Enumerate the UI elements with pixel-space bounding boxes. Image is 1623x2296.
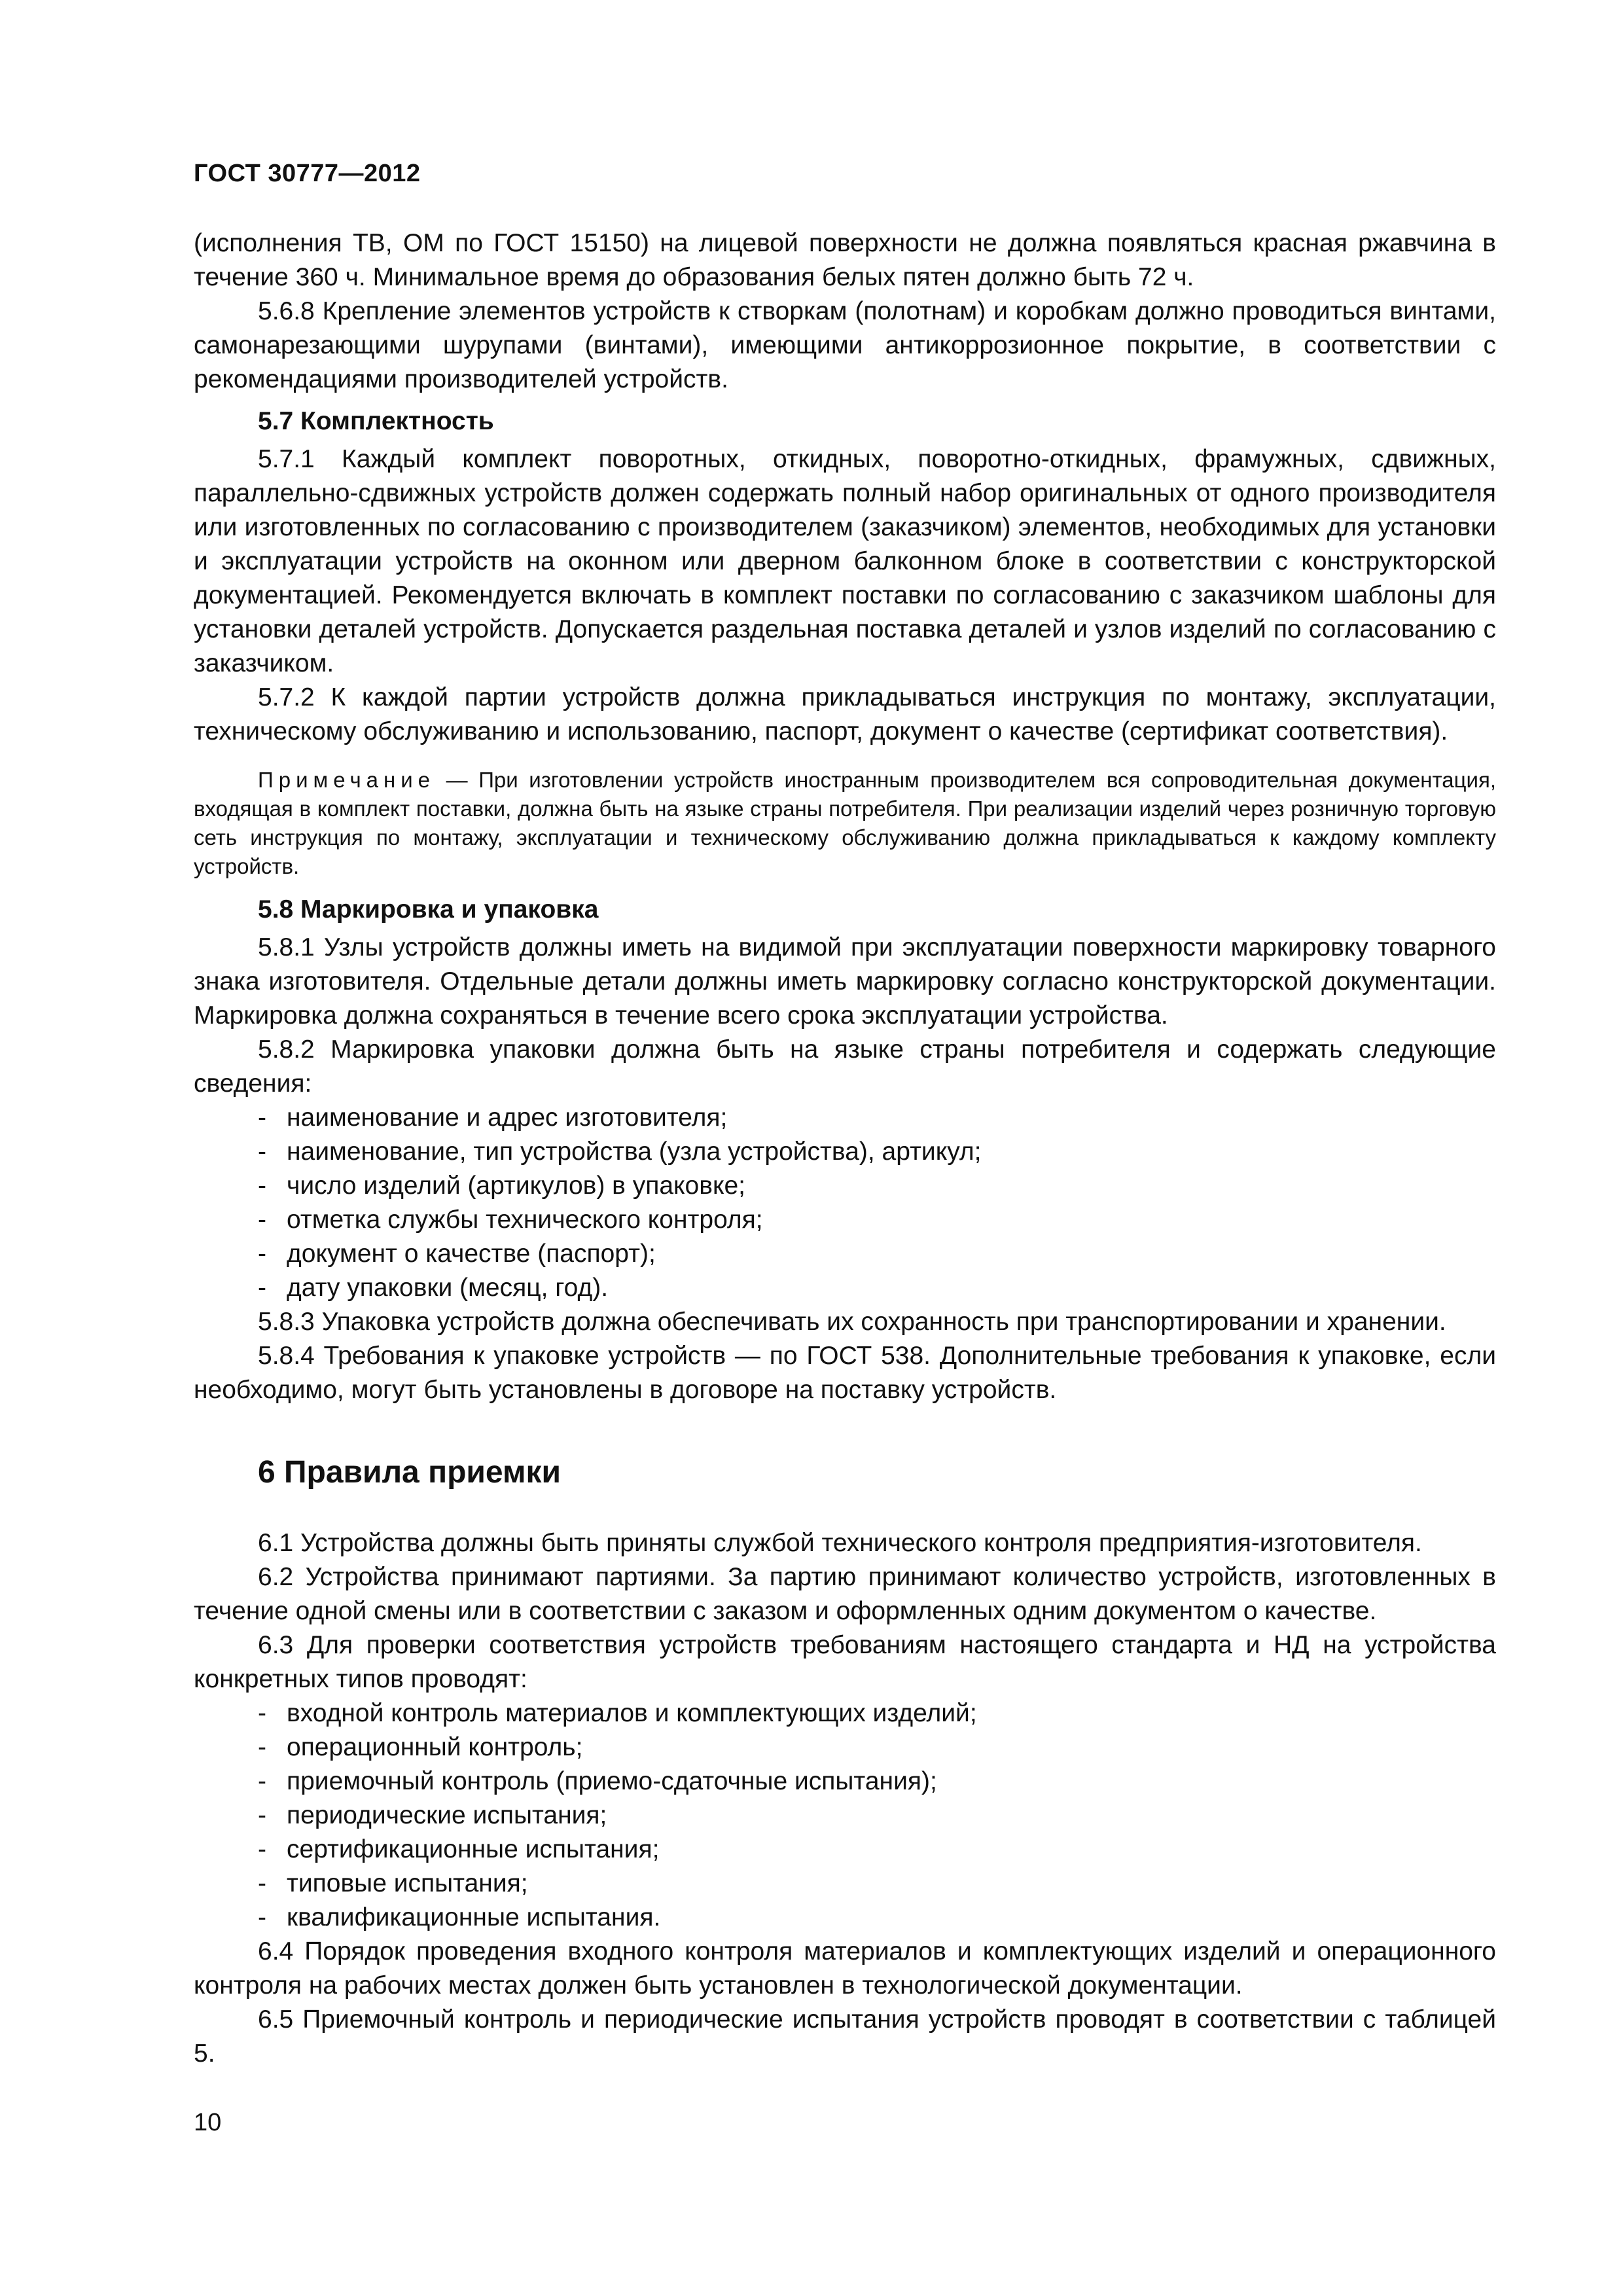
section-heading-5-7: 5.7 Комплектность (258, 407, 494, 435)
document-header: ГОСТ 30777—2012 (194, 160, 421, 187)
list-item-text: отметка службы технического контроля; (287, 1206, 763, 1234)
list-item (194, 1203, 1496, 1237)
list-item-text: документ о качестве (паспорт); (287, 1240, 656, 1268)
paragraph-5-7-2: 5.7.2 К каждой партии устройств должна прикладываться инструкция по монтажу, эксплуатации, техническому обслуживанию и использованию, паспорт, документ о качестве (сертификат соответствия). (194, 683, 1496, 745)
document-body (194, 226, 1496, 2071)
list-dash: - (258, 1835, 266, 1863)
paragraph-5-7-1: 5.7.1 Каждый комплект поворотных, откидных, поворотно-откидных, фрамужных, сдвижных, параллельно-сдвижных устройств должен содержать полный набор оригинальных от одного производителя или изготовленных по согласованию с производителем (заказчиком) элементов, необходимых для установки и эксплуатации устройств на оконном или дверном балконном блоке в соответствии с конструкторской документацией. Рекомендуется включать в комплект поставки по согласованию с заказчиком шаблоны для установки деталей устройств. Допускается раздельная поставка деталей и узлов изделий по согласованию с заказчиком. (194, 445, 1496, 677)
list-item-text: приемочный контроль (приемо-сдаточные испытания); (287, 1767, 937, 1795)
list-item (194, 1901, 1496, 1935)
list-dash: - (258, 1274, 266, 1302)
paragraph-6-3: 6.3 Для проверки соответствия устройств требованиям настоящего стандарта и НД на устройства конкретных типов проводят: (194, 1631, 1496, 1693)
paragraph-6-4: 6.4 Порядок проведения входного контроля материалов и комплектующих изделий и операционного контроля на рабочих местах должен быть установлен в технологической документации. (194, 1937, 1496, 2000)
list-dash: - (258, 1138, 266, 1166)
list-dash: - (258, 1903, 266, 1931)
list-item-text: сертификационные испытания; (287, 1835, 660, 1863)
list-item-text: наименование и адрес изготовителя; (287, 1103, 728, 1132)
list-item (194, 1867, 1496, 1901)
list-item-text: дату упаковки (месяц, год). (287, 1274, 609, 1302)
list-item-text: входной контроль материалов и комплектующих изделий; (287, 1699, 977, 1727)
paragraph-continuation: (исполнения ТВ, ОМ по ГОСТ 15150) на лицевой поверхности не должна появляться красная ржавчина в течение 360 ч. Минимальное время до образования белых пятен должно быть 72 ч. (194, 229, 1496, 291)
list-dash: - (258, 1869, 266, 1897)
list-dash: - (258, 1172, 266, 1200)
paragraph-6-2: 6.2 Устройства принимают партиями. За партию принимают количество устройств, изготовленных в течение одной смены или в соответствии с заказом и оформленных одним документом о качестве. (194, 1563, 1496, 1625)
list-item (194, 1135, 1496, 1169)
paragraph-5-6-8: 5.6.8 Крепление элементов устройств к створкам (полотнам) и коробкам должно проводиться винтами, самонарезающими шурупами (винтами), имеющими антикоррозионное покрытие, в соответствии с рекомендациями производителей устройств. (194, 297, 1496, 393)
list-item-text: периодические испытания; (287, 1801, 607, 1829)
list-item-text: число изделий (артикулов) в упаковке; (287, 1172, 745, 1200)
list-item (194, 1101, 1496, 1135)
list-item-text: операционный контроль; (287, 1733, 583, 1761)
list-dash: - (258, 1767, 266, 1795)
paragraph-5-8-2: 5.8.2 Маркировка упаковки должна быть на языке страны потребителя и содержать следующие сведения: (194, 1035, 1496, 1098)
list-item-text: типовые испытания; (287, 1869, 528, 1897)
list-dash: - (258, 1240, 266, 1268)
paragraph-5-8-1: 5.8.1 Узлы устройств должны иметь на видимой при эксплуатации поверхности маркировку товарного знака изготовителя. Отдельные детали должны иметь маркировку согласно конструкторской документации. Маркировка должна сохраняться в течение всего срока эксплуатации устройства. (194, 933, 1496, 1030)
list-item-text: квалификационные испытания. (287, 1903, 661, 1931)
list-item (194, 1731, 1496, 1765)
list-item (194, 1765, 1496, 1799)
list-item (194, 1237, 1496, 1271)
list-dash: - (258, 1801, 266, 1829)
paragraph-5-8-3: 5.8.3 Упаковка устройств должна обеспечивать их сохранность при транспортировании и хранении. (258, 1308, 1446, 1336)
list-item-text: наименование, тип устройства (узла устройства), артикул; (287, 1138, 982, 1166)
section-heading-5-8: 5.8 Маркировка и упаковка (258, 895, 599, 924)
paragraph-6-5: 6.5 Приемочный контроль и периодические испытания устройств проводят в соответствии с таблицей 5. (194, 2005, 1496, 2068)
list-item (194, 1696, 1496, 1731)
list-item (194, 1271, 1496, 1305)
chapter-heading-6: 6 Правила приемки (258, 1455, 562, 1490)
marking-list (194, 1101, 1496, 1305)
list-dash: - (258, 1103, 266, 1132)
list-dash: - (258, 1206, 266, 1234)
list-dash: - (258, 1699, 266, 1727)
paragraph-6-1: 6.1 Устройства должны быть приняты службой технического контроля предприятия-изготовителя. (258, 1529, 1422, 1557)
page-number: 10 (194, 2109, 222, 2136)
list-dash: - (258, 1733, 266, 1761)
list-item (194, 1799, 1496, 1833)
list-item (194, 1169, 1496, 1203)
paragraph-5-8-4: 5.8.4 Требования к упаковке устройств — по ГОСТ 538. Дополнительные требования к упаковке, если необходимо, могут быть установлены в договоре на поставку устройств. (194, 1342, 1496, 1404)
control-types-list (194, 1696, 1496, 1935)
note-label: Примечание (258, 768, 436, 792)
list-item (194, 1833, 1496, 1867)
note-text: — При изготовлении устройств иностранным производителем вся сопроводительная документация, входящая в комплект поставки, должна быть на языке страны потребителя. При реализации изделий через розничную торговую сеть инструкция по монтажу, эксплуатации и техническому обслуживанию должна прикладываться к каждому комплекту устройств. (194, 768, 1496, 878)
note-block (194, 766, 1496, 881)
